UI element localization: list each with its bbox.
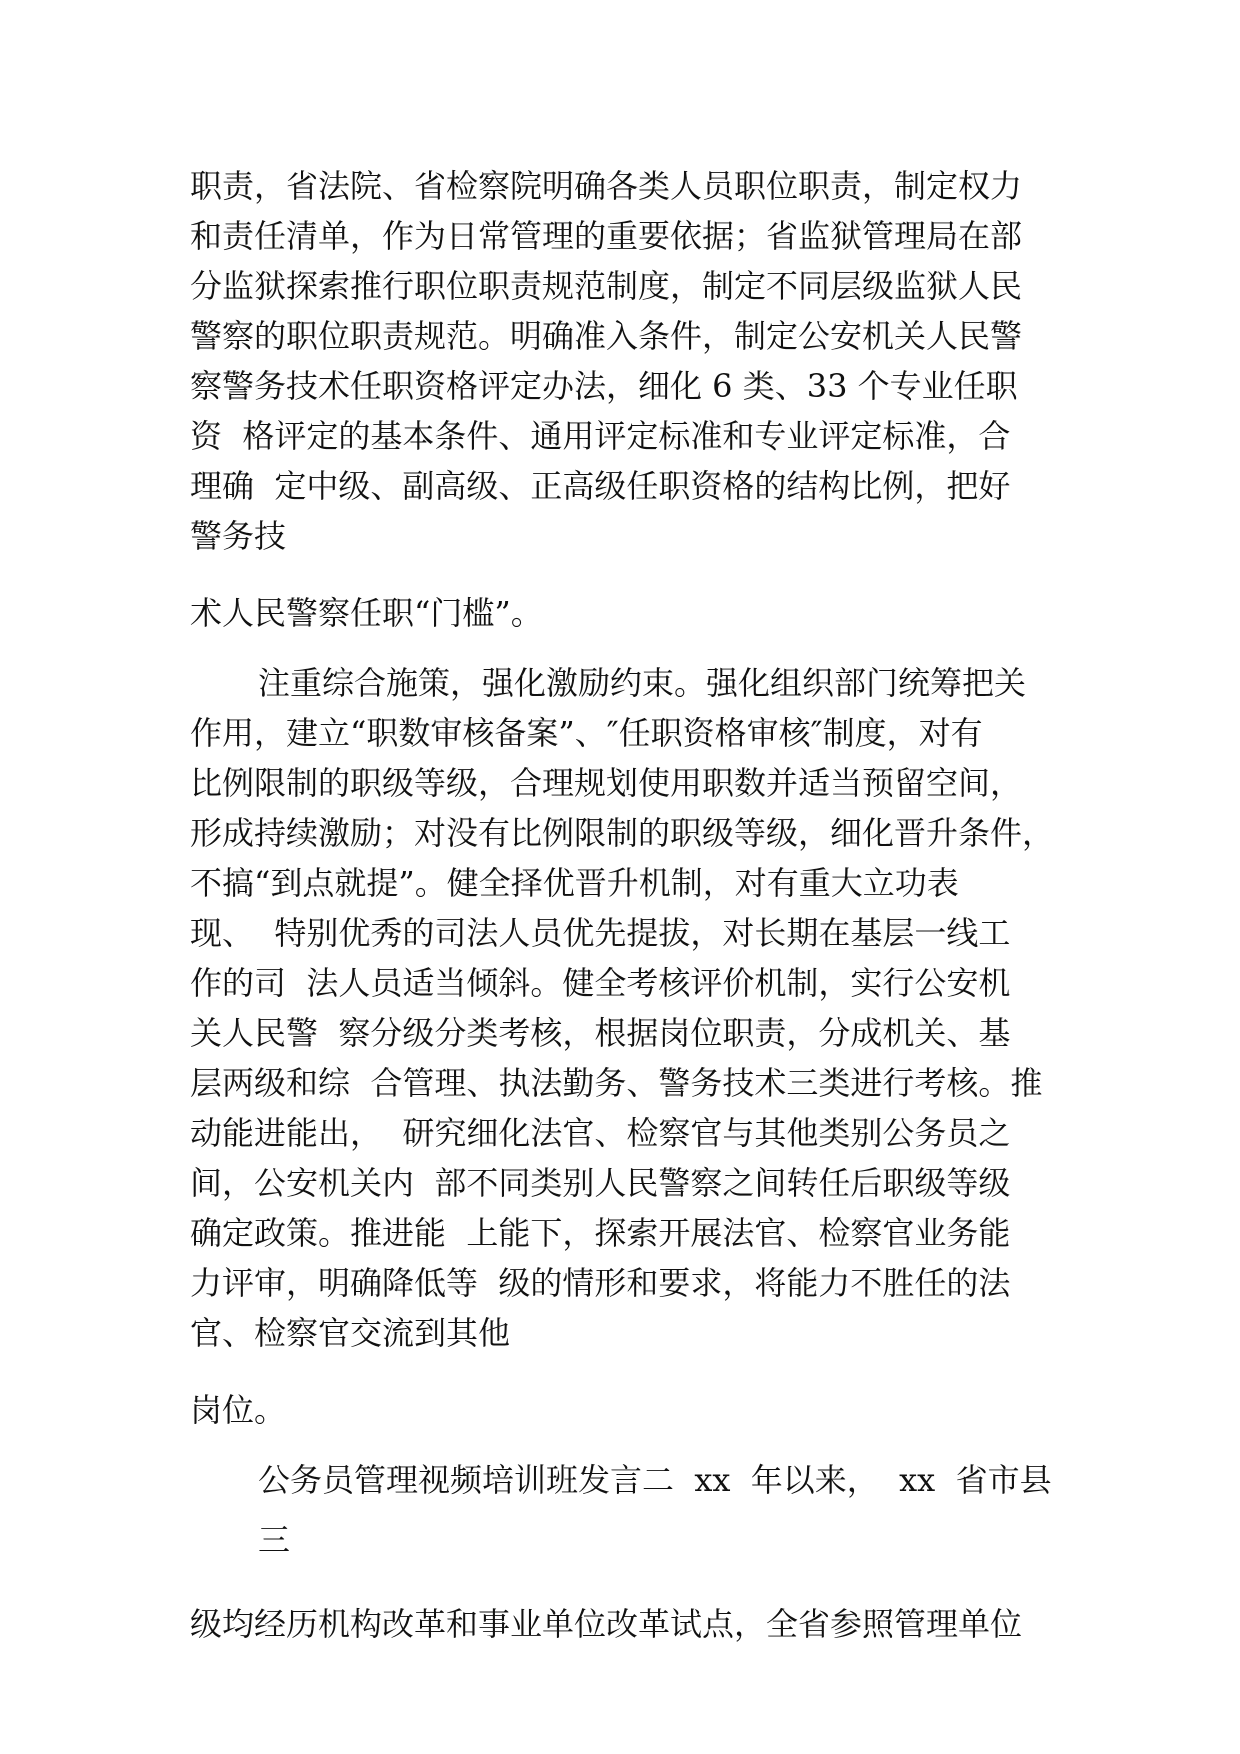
text-line: 职责，省法院、省检察院明确各类人员职位职责，制定权力	[190, 167, 1023, 205]
text-line: 作用，建立“职数审核备案”、″任职资格审核″制度，对有	[190, 714, 983, 752]
text-line: 察警务技术任职资格评定办法，细化 6 类、33 个专业任职	[190, 367, 1018, 405]
text-line: 比例限制的职级等级，合理规划使用职数并适当预留空间，	[190, 764, 1023, 802]
text-line: 术人民警察任职“门槛”。	[190, 594, 543, 632]
text-line: 动能进能出， 研究细化法官、检察官与其他类别公务员之	[190, 1114, 1011, 1152]
text-line: 层两级和综 合管理、执法勤务、警务技术三类进行考核。推	[190, 1064, 1043, 1102]
text-line: 分监狱探索推行职位职责规范制度，制定不同层级监狱人民	[190, 267, 1023, 305]
text-line: 资 格评定的基本条件、通用评定标准和专业评定标准，合	[190, 417, 1011, 455]
text-line: 理确 定中级、副高级、正高级任职资格的结构比例，把好	[190, 467, 1011, 505]
section-heading-continued: 三	[258, 1521, 291, 1559]
text-line: 警务技	[190, 517, 287, 555]
text-line: 间，公安机关内 部不同类别人民警察之间转任后职级等级	[190, 1164, 1011, 1202]
text-line: 岗位。	[190, 1391, 287, 1429]
text-line: 确定政策。推进能 上能下，探索开展法官、检察官业务能	[190, 1214, 1011, 1252]
text-line: 形成持续激励；对没有比例限制的职级等级，细化晋升条件，	[190, 814, 1055, 852]
text-line: 作的司 法人员适当倾斜。健全考核评价机制，实行公安机	[190, 964, 1011, 1002]
text-line: 警察的职位职责规范。明确准入条件，制定公安机关人民警	[190, 317, 1023, 355]
paragraph-first-line: 注重综合施策，强化激励约束。强化组织部门统筹把关	[258, 664, 1027, 702]
text-line: 不搞“到点就提”。健全择优晋升机制，对有重大立功表	[190, 864, 959, 902]
text-line: 现、 特别优秀的司法人员优先提拔，对长期在基层一线工	[190, 914, 1011, 952]
text-line: 级均经历机构改革和事业单位改革试点，全省参照管理单位	[190, 1605, 1023, 1643]
section-heading: 公务员管理视频培训班发言二 xx 年以来， xx 省市县	[258, 1461, 1052, 1499]
text-line: 关人民警 察分级分类考核，根据岗位职责，分成机关、基	[190, 1014, 1011, 1052]
text-line: 力评审，明确降低等 级的情形和要求，将能力不胜任的法	[190, 1264, 1011, 1302]
text-line: 官、检察官交流到其他	[190, 1314, 511, 1352]
text-line: 和责任清单，作为日常管理的重要依据；省监狱管理局在部	[190, 217, 1023, 255]
